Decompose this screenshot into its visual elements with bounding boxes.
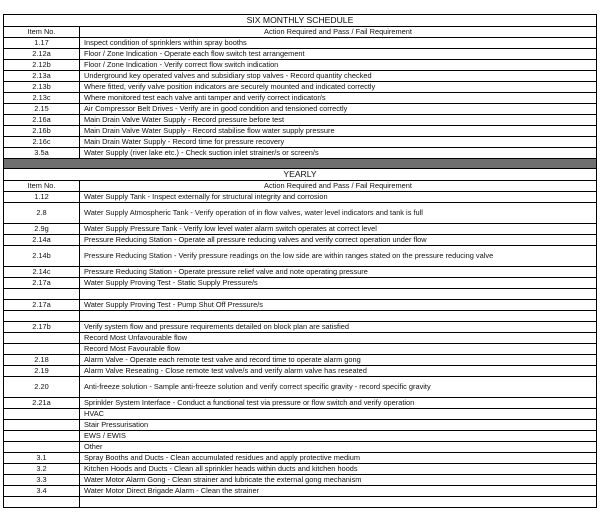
schedule-table-body xyxy=(4,15,597,508)
six-monthly-action: Air Compressor Belt Drives - Verify are in good condition and tensioned correctly xyxy=(80,104,597,115)
yearly-item-no: 3.3 xyxy=(4,475,80,486)
six-monthly-item-no: 2.13a xyxy=(4,71,80,82)
yearly-action: Alarm Valve Reseating - Close remote test valve/s and verify alarm valve has reseated xyxy=(80,366,597,377)
yearly-item-no xyxy=(4,333,80,344)
yearly-item-no: 2.20 xyxy=(4,377,80,398)
yearly-item-no: 1.12 xyxy=(4,192,80,203)
six-monthly-title-row xyxy=(4,15,597,27)
yearly-row xyxy=(4,333,597,344)
yearly-item-no: 2.17b xyxy=(4,322,80,333)
yearly-action: Record Most Favourable flow xyxy=(80,344,597,355)
yearly-title-row xyxy=(4,169,597,181)
yearly-row xyxy=(4,224,597,235)
yearly-item-no: 2.17a xyxy=(4,278,80,289)
yearly-action: Water Supply Pressure Tank - Verify low level water alarm switch operates at correct level xyxy=(80,224,597,235)
yearly-row xyxy=(4,453,597,464)
six-monthly-row xyxy=(4,148,597,159)
schedule-sheet xyxy=(3,14,596,508)
six-monthly-item-no: 2.12b xyxy=(4,60,80,71)
yearly-row xyxy=(4,497,597,508)
yearly-row xyxy=(4,398,597,409)
yearly-action: Water Motor Alarm Gong - Clean strainer and lubricate the external gong mechanism xyxy=(80,475,597,486)
six-monthly-row xyxy=(4,93,597,104)
yearly-item-no: 2.19 xyxy=(4,366,80,377)
six-monthly-header-row xyxy=(4,27,597,38)
yearly-item-no: 2.18 xyxy=(4,355,80,366)
yearly-action: Verify system flow and pressure requirements detailed on block plan are satisfied xyxy=(80,322,597,333)
yearly-item-no: 2.14b xyxy=(4,246,80,267)
yearly-row xyxy=(4,464,597,475)
yearly-row xyxy=(4,322,597,333)
yearly-item-no xyxy=(4,431,80,442)
yearly-item-no: 2.9g xyxy=(4,224,80,235)
six-monthly-item-no: 2.15 xyxy=(4,104,80,115)
yearly-row xyxy=(4,355,597,366)
six-monthly-item-header: Item No. xyxy=(4,27,80,38)
six-monthly-item-no: 2.13b xyxy=(4,82,80,93)
six-monthly-row xyxy=(4,49,597,60)
six-monthly-row xyxy=(4,60,597,71)
yearly-row xyxy=(4,192,597,203)
yearly-item-no xyxy=(4,442,80,453)
yearly-row xyxy=(4,377,597,398)
yearly-item-no xyxy=(4,409,80,420)
yearly-action: Water Supply Proving Test - Static Supply Pressure/s xyxy=(80,278,597,289)
yearly-item-no: 2.17a xyxy=(4,300,80,311)
yearly-item-no xyxy=(4,420,80,431)
six-monthly-row xyxy=(4,104,597,115)
section-separator xyxy=(4,159,597,169)
yearly-row xyxy=(4,278,597,289)
six-monthly-action: Underground key operated valves and subsidiary stop valves - Record quantity checked xyxy=(80,71,597,82)
six-monthly-action: Water Supply (river lake etc.) - Check suction inlet strainer/s or screen/s xyxy=(80,148,597,159)
yearly-row xyxy=(4,486,597,497)
six-monthly-row xyxy=(4,82,597,93)
yearly-action: Pressure Reducing Station - Verify pressure readings on the low side are within ranges stated on the pressure reducing valve xyxy=(80,246,597,267)
yearly-action: Pressure Reducing Station - Operate all pressure reducing valves and verify correct operation under flow xyxy=(80,235,597,246)
yearly-row xyxy=(4,311,597,322)
six-monthly-title: SIX MONTHLY SCHEDULE xyxy=(4,15,597,27)
yearly-action: Stair Pressurisation xyxy=(80,420,597,431)
yearly-row xyxy=(4,431,597,442)
six-monthly-action: Inspect condition of sprinklers within spray booths xyxy=(80,38,597,49)
yearly-action xyxy=(80,497,597,508)
yearly-item-no: 3.4 xyxy=(4,486,80,497)
yearly-item-header: Item No. xyxy=(4,181,80,192)
yearly-row xyxy=(4,344,597,355)
six-monthly-action: Main Drain Valve Water Supply - Record stabilise flow water supply pressure xyxy=(80,126,597,137)
six-monthly-item-no: 3.5a xyxy=(4,148,80,159)
yearly-action-header: Action Required and Pass / Fail Requirement xyxy=(80,181,597,192)
yearly-action: EWS / EWIS xyxy=(80,431,597,442)
yearly-action: Water Supply Proving Test - Pump Shut Off Pressure/s xyxy=(80,300,597,311)
six-monthly-item-no: 2.16b xyxy=(4,126,80,137)
yearly-action: Anti-freeze solution - Sample anti-freeze solution and verify correct specific gravity - record specific gravity xyxy=(80,377,597,398)
yearly-item-no: 2.8 xyxy=(4,203,80,224)
yearly-item-no: 2.14a xyxy=(4,235,80,246)
yearly-item-no xyxy=(4,497,80,508)
yearly-action xyxy=(80,311,597,322)
six-monthly-action: Where fitted, verify valve position indicators are securely mounted and indicated correctly xyxy=(80,82,597,93)
six-monthly-row xyxy=(4,38,597,49)
six-monthly-action-header: Action Required and Pass / Fail Requirement xyxy=(80,27,597,38)
yearly-row xyxy=(4,203,597,224)
yearly-action: Pressure Reducing Station - Operate pressure relief valve and note operating pressure xyxy=(80,267,597,278)
yearly-item-no: 2.14c xyxy=(4,267,80,278)
six-monthly-item-no: 1.17 xyxy=(4,38,80,49)
yearly-action: Water Motor Direct Brigade Alarm - Clean the strainer xyxy=(80,486,597,497)
yearly-row xyxy=(4,289,597,300)
yearly-row xyxy=(4,267,597,278)
six-monthly-action: Main Drain Valve Water Supply - Record pressure before test xyxy=(80,115,597,126)
yearly-row xyxy=(4,409,597,420)
yearly-item-no: 3.1 xyxy=(4,453,80,464)
six-monthly-item-no: 2.16c xyxy=(4,137,80,148)
yearly-row xyxy=(4,442,597,453)
six-monthly-item-no: 2.12a xyxy=(4,49,80,60)
yearly-action: Kitchen Hoods and Ducts - Clean all sprinkler heads within ducts and kitchen hoods xyxy=(80,464,597,475)
six-monthly-action: Where monitored test each valve anti tamper and verify correct indicator/s xyxy=(80,93,597,104)
six-monthly-item-no: 2.13c xyxy=(4,93,80,104)
yearly-action: Alarm Valve - Operate each remote test valve and record time to operate alarm gong xyxy=(80,355,597,366)
yearly-item-no: 2.21a xyxy=(4,398,80,409)
six-monthly-action: Floor / Zone Indication - Verify correct flow switch indication xyxy=(80,60,597,71)
yearly-row xyxy=(4,420,597,431)
yearly-action: HVAC xyxy=(80,409,597,420)
yearly-action: Spray Booths and Ducts - Clean accumulated residues and apply protective medium xyxy=(80,453,597,464)
schedule-table xyxy=(3,14,597,508)
yearly-row xyxy=(4,235,597,246)
yearly-action: Sprinkler System Interface - Conduct a functional test via pressure or flow switch and verify operation xyxy=(80,398,597,409)
six-monthly-row xyxy=(4,126,597,137)
six-monthly-item-no: 2.16a xyxy=(4,115,80,126)
yearly-item-no xyxy=(4,311,80,322)
yearly-action: Other xyxy=(80,442,597,453)
six-monthly-row xyxy=(4,137,597,148)
yearly-action xyxy=(80,289,597,300)
yearly-row xyxy=(4,246,597,267)
yearly-item-no xyxy=(4,344,80,355)
yearly-row xyxy=(4,300,597,311)
yearly-action: Water Supply Tank - Inspect externally for structural integrity and corrosion xyxy=(80,192,597,203)
yearly-row xyxy=(4,475,597,486)
six-monthly-action: Floor / Zone Indication - Operate each flow switch test arrangement xyxy=(80,49,597,60)
yearly-item-no xyxy=(4,289,80,300)
yearly-item-no: 3.2 xyxy=(4,464,80,475)
yearly-action: Water Supply Atmospheric Tank - Verify operation of in flow valves, water level indicators and tank is full xyxy=(80,203,597,224)
yearly-row xyxy=(4,366,597,377)
yearly-action: Record Most Unfavourable flow xyxy=(80,333,597,344)
six-monthly-action: Main Drain Water Supply - Record time for pressure recovery xyxy=(80,137,597,148)
yearly-header-row xyxy=(4,181,597,192)
six-monthly-row xyxy=(4,71,597,82)
yearly-title: YEARLY xyxy=(4,169,597,181)
six-monthly-row xyxy=(4,115,597,126)
